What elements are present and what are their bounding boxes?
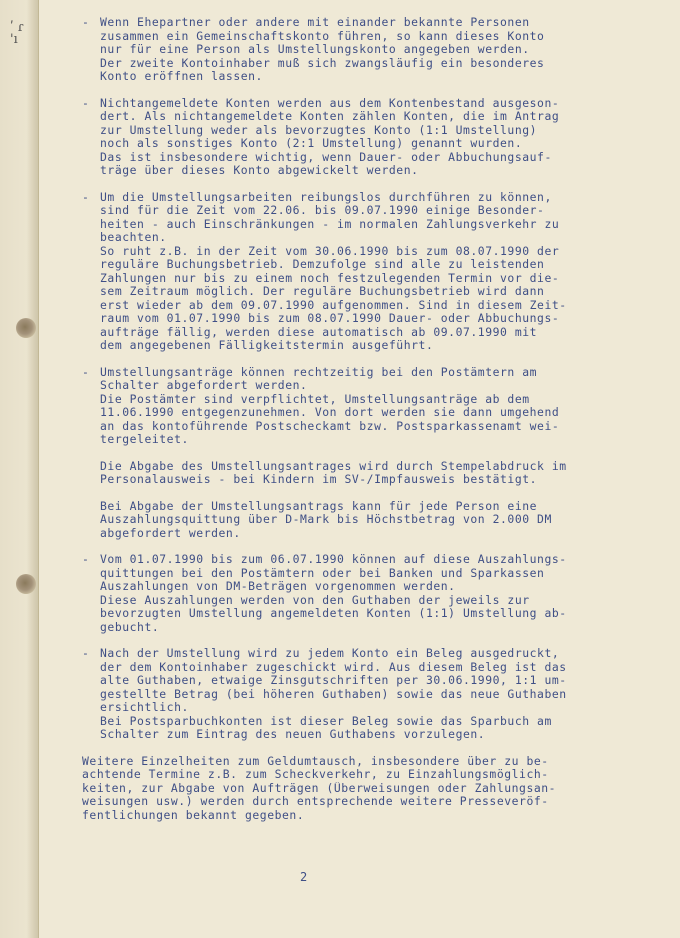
text-line: Auszahlungen von DM-Beträgen vorgenommen werden. <box>100 580 456 593</box>
text-line: gestellte Betrag (bei höheren Guthaben) sowie das neue Guthaben <box>100 687 567 701</box>
paragraph-6 <box>82 647 622 742</box>
paragraph-1 <box>82 16 622 84</box>
text-line: gebucht. <box>100 620 160 634</box>
text-line: nur für eine Person als Umstellungskonto angegeben werden. <box>100 43 530 56</box>
text-line: erst wieder ab dem 09.07.1990 aufgenommen. Sind in diesem Zeit- <box>100 298 567 312</box>
handwritten-marks: ʹ ɾ 'ı <box>10 20 24 47</box>
text-line: achtende Termine z.B. zum Scheckverkehr, zu Einzahlungsmöglich- <box>82 768 549 781</box>
text-line: Auszahlungsquittung über D-Mark bis Höchstbetrag von 2.000 DM <box>100 513 552 526</box>
bullet-dash: - <box>82 189 90 204</box>
text-line: Um die Umstellungsarbeiten reibungslos durchführen zu können, <box>100 190 552 204</box>
text-line: an das kontoführende Postscheckamt bzw. Postsparkassenamt wei- <box>100 419 560 433</box>
text-line: Personalausweis - bei Kindern im SV-/Impfausweis bestätigt. <box>100 473 538 486</box>
text-line: Das ist insbesondere wichtig, wenn Dauer- oder Abbuchungsauf- <box>100 150 552 164</box>
text-line: weisungen usw.) werden durch entsprechende weitere Presseveröf- <box>82 795 549 808</box>
paragraph-5 <box>82 553 622 634</box>
text-line: Konto eröffnen lassen. <box>100 70 263 83</box>
text-line: aufträge fällig, werden diese automatisch ab 09.07.1990 mit <box>100 325 538 339</box>
sub-paragraph <box>100 460 622 487</box>
text-line: Diese Auszahlungen werden von den Guthaben der jeweils zur <box>100 593 530 607</box>
bullet-dash: - <box>82 552 90 566</box>
text-line: raum vom 01.07.1990 bis zum 08.07.1990 Dauer- oder Abbuchungs- <box>100 312 560 325</box>
text-line: keiten, zur Abgabe von Aufträgen (Überweisungen oder Zahlungsan- <box>82 781 557 795</box>
text-line: zur Umstellung weder als bevorzugtes Konto (1:1 Umstellung) <box>100 123 538 137</box>
text-line: Schalter zum Eintrag des neuen Guthabens vorzulegen. <box>100 728 486 741</box>
text-line: fentlichungen bekannt gegeben. <box>82 808 305 822</box>
text-line: 11.06.1990 entgegenzunehmen. Von dort werden sie dann umgehend <box>100 406 560 419</box>
text-line: ersichtlich. <box>100 701 189 714</box>
text-line: der dem Kontoinhaber zugeschickt wird. Aus diesem Beleg ist das <box>100 660 567 674</box>
paragraph-4 <box>82 366 622 541</box>
text-line: Die Abgabe des Umstellungsantrages wird durch Stempelabdruck im <box>100 459 567 473</box>
text-line: Bei Abgabe der Umstellungsantrags kann für jede Person eine <box>100 499 538 513</box>
punch-hole-upper <box>16 318 36 338</box>
text-line: bevorzugten Umstellung angemeldeten Konten (1:1) Umstellung ab- <box>100 607 567 620</box>
text-line: heiten - auch Einschränkungen - im normalen Zahlungsverkehr zu <box>100 217 560 231</box>
paragraph-3 <box>82 191 622 353</box>
text-line: Nach der Umstellung wird zu jedem Konto ein Beleg ausgedruckt, <box>100 647 560 660</box>
text-line: Bei Postsparbuchkonten ist dieser Beleg sowie das Sparbuch am <box>100 714 552 728</box>
text-line: Umstellungsanträge können rechtzeitig bei den Postämtern am <box>100 365 538 379</box>
text-line: träge über dieses Konto abgewickelt werden. <box>100 164 419 177</box>
punch-hole-lower <box>16 574 36 594</box>
text-line: dem angegebenen Fälligkeitstermin ausgeführt. <box>100 339 434 352</box>
bullet-dash: - <box>82 646 90 660</box>
text-line: quittungen bei den Postämtern oder bei Banken und Sparkassen <box>100 566 545 580</box>
text-line: Der zweite Kontoinhaber muß sich zwangsläufig ein besonderes <box>100 56 545 70</box>
text-line: tergeleitet. <box>100 433 189 446</box>
text-line: zusammen ein Gemeinschaftskonto führen, so kann dieses Konto <box>100 29 545 43</box>
text-line: Schalter abgefordert werden. <box>100 379 308 392</box>
text-line: Wenn Ehepartner oder andere mit einander bekannte Personen <box>100 16 530 29</box>
text-line: sem Zeitraum möglich. Der reguläre Buchungsbetrieb wird dann <box>100 285 545 298</box>
text-line: sind für die Zeit vom 22.06. bis 09.07.1990 einige Besonder- <box>100 204 545 217</box>
text-line: Weitere Einzelheiten zum Geldumtausch, insbesondere über zu be- <box>82 754 549 768</box>
text-line: dert. Als nichtangemeldete Konten zählen Konten, die im Antrag <box>100 110 560 123</box>
document-body <box>82 16 622 835</box>
text-line: noch als sonstiges Konto (2:1 Umstellung) genannt wurden. <box>100 137 523 150</box>
text-line: reguläre Buchungsbetrieb. Demzufolge sind alle zu leistenden <box>100 258 545 271</box>
text-line: Vom 01.07.1990 bis zum 06.07.1990 können auf diese Auszahlungs- <box>100 553 567 566</box>
text-line: Die Postämter sind verpflichtet, Umstellungsanträge ab dem <box>100 392 530 406</box>
text-line: beachten. <box>100 231 167 244</box>
paragraph-7 <box>82 755 622 823</box>
text-line: Zahlungen nur bis zu einem noch festzulegenden Termin vor die- <box>100 271 560 285</box>
bullet-dash: - <box>82 95 90 110</box>
text-line: alte Guthaben, etwaige Zinsgutschriften per 30.06.1990, 1:1 um- <box>100 674 567 687</box>
page-number: 2 <box>300 870 308 884</box>
bullet-dash: - <box>82 15 90 29</box>
bullet-dash: - <box>82 364 90 379</box>
sub-paragraph <box>100 500 622 541</box>
text-line: abgefordert werden. <box>100 526 241 540</box>
text-line: So ruht z.B. in der Zeit vom 30.06.1990 bis zum 08.07.1990 der <box>100 244 560 258</box>
binder-margin <box>0 0 39 938</box>
text-line: Nichtangemeldete Konten werden aus dem Kontenbestand ausgeson- <box>100 96 560 110</box>
paragraph-2 <box>82 97 622 178</box>
